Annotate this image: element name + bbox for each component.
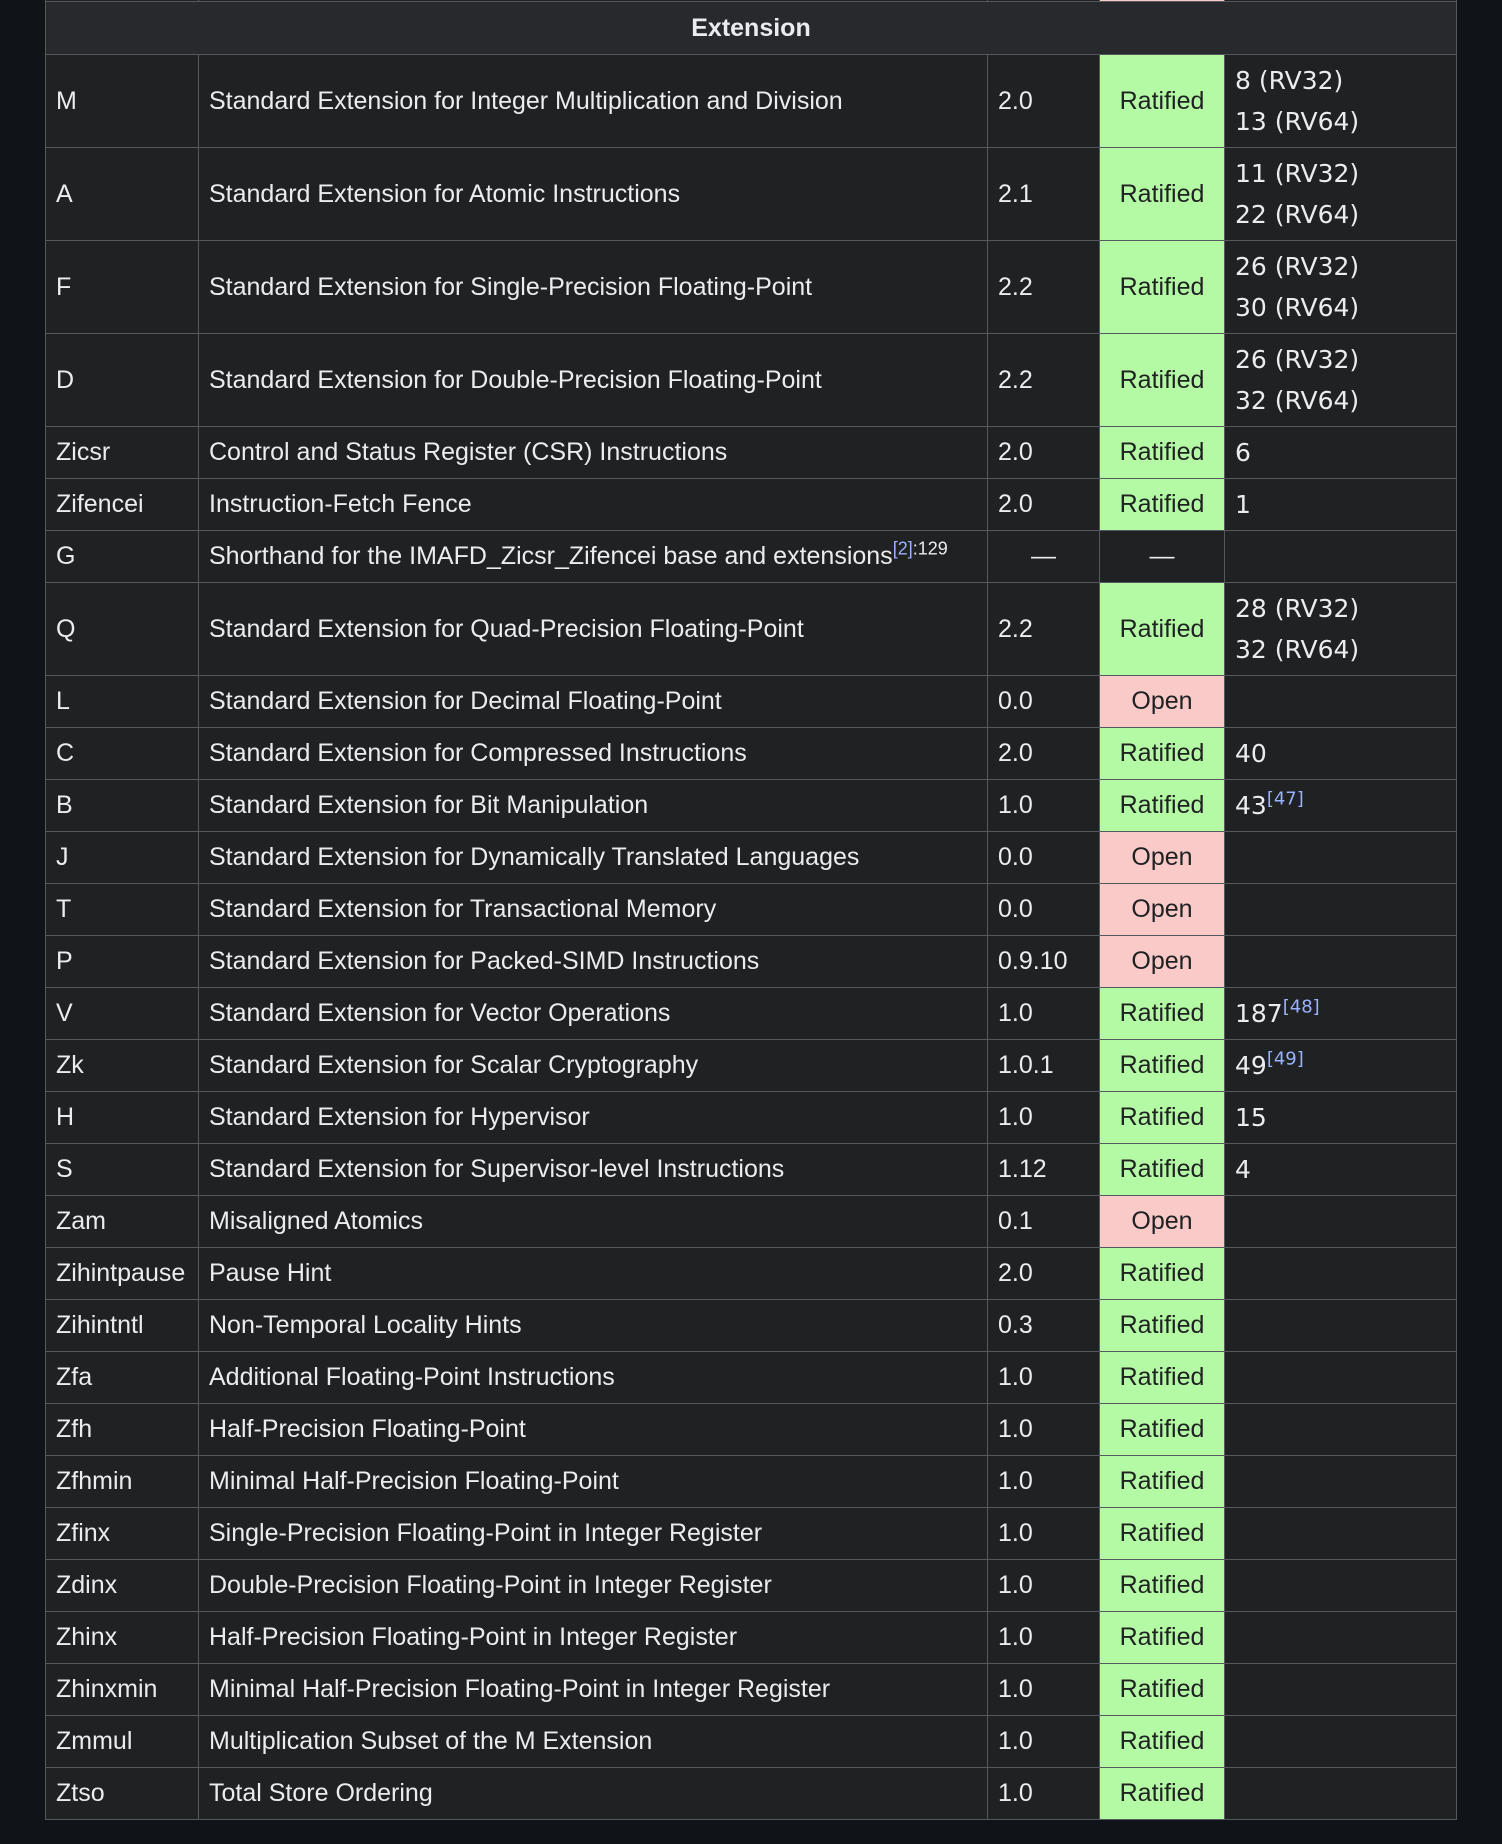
status-badge: Ratified [1100,1664,1225,1716]
instruction-count-value: 11 (RV32) [1235,159,1360,188]
instruction-count [1225,728,1457,780]
status-badge: Open [1100,884,1225,936]
extension-version: 1.0 [988,1768,1100,1820]
extension-description [199,1144,988,1196]
extension-description [199,676,988,728]
instruction-count-line [1235,101,1446,142]
table-row [46,334,1457,427]
extension-version: 1.0 [988,1560,1100,1612]
status-badge: Ratified [1100,1248,1225,1300]
description-text: Non-Temporal Locality Hints [209,1311,522,1339]
extension-name: C [46,728,199,780]
extension-table [45,0,1457,1820]
instruction-count-value: 1 [1235,490,1251,519]
instruction-count-line [1235,785,1446,826]
status-badge: Ratified [1100,1040,1225,1092]
extension-name: Zifencei [46,479,199,531]
instruction-count-value: 40 [1235,739,1267,768]
extension-version: 1.0 [988,1612,1100,1664]
status-badge: Ratified [1100,728,1225,780]
table-row [46,676,1457,728]
table-row [46,1716,1457,1768]
extension-description [199,241,988,334]
description-text: Shorthand for the IMAFD_Zicsr_Zifencei base and extensions [209,542,893,570]
extension-name: A [46,148,199,241]
extension-name: F [46,241,199,334]
instruction-count-value: 32 (RV64) [1235,635,1360,664]
table-row [46,1092,1457,1144]
instruction-count-line [1235,246,1446,287]
extension-description [199,1768,988,1820]
instruction-count-value: 26 (RV32) [1235,252,1360,281]
instruction-count [1225,1508,1457,1560]
instruction-count [1225,1664,1457,1716]
citation-link[interactable]: [49] [1266,1048,1304,1070]
instruction-count-value: 22 (RV64) [1235,200,1360,229]
status-badge: Ratified [1100,1716,1225,1768]
table-row [46,479,1457,531]
instruction-count [1225,676,1457,728]
instruction-count [1225,832,1457,884]
table-row [46,531,1457,583]
extension-name: Q [46,583,199,676]
extension-version: 1.0.1 [988,1040,1100,1092]
description-text: Standard Extension for Supervisor-level Instructions [209,1155,785,1183]
extension-section-header: Extension [46,2,1457,55]
instruction-count-line [1235,588,1446,629]
extension-name: M [46,55,199,148]
extension-name: Zam [46,1196,199,1248]
instruction-count [1225,583,1457,676]
extension-name: Zihintntl [46,1300,199,1352]
extension-version: 1.0 [988,1664,1100,1716]
extension-name: Zfinx [46,1508,199,1560]
extension-version: 2.0 [988,55,1100,148]
extension-description [199,1612,988,1664]
instruction-count [1225,884,1457,936]
extension-name: Zk [46,1040,199,1092]
table-row [46,1144,1457,1196]
instruction-count-value: 187 [1235,999,1283,1028]
instruction-count-line [1235,484,1446,525]
description-text: Control and Status Register (CSR) Instructions [209,438,728,466]
instruction-count-line [1235,1149,1446,1190]
instruction-count [1225,936,1457,988]
instruction-count [1225,1352,1457,1404]
description-text: Half-Precision Floating-Point [209,1415,526,1443]
description-text: Standard Extension for Compressed Instructions [209,739,747,767]
extension-name: Ztso [46,1768,199,1820]
status-badge: Open [1100,1196,1225,1248]
instruction-count-line [1235,733,1446,774]
extension-name: Zhinxmin [46,1664,199,1716]
table-row [46,1664,1457,1716]
status-badge: Ratified [1100,1144,1225,1196]
citation-link[interactable]: [2] [892,538,913,559]
status-badge: Ratified [1100,55,1225,148]
extension-description [199,988,988,1040]
instruction-count [1225,241,1457,334]
extension-version: 2.0 [988,728,1100,780]
extension-description [199,148,988,241]
description-text: Standard Extension for Atomic Instructions [209,179,681,208]
extension-description [199,728,988,780]
status-badge: — [1100,531,1225,583]
instruction-count-value: 43 [1235,791,1267,820]
status-badge: Ratified [1100,479,1225,531]
extension-version: — [988,531,1100,583]
extension-name: Zicsr [46,427,199,479]
instruction-count-value: 6 [1235,438,1251,467]
instruction-count-value: 15 [1235,1103,1267,1132]
extension-version: 1.0 [988,1092,1100,1144]
instruction-count [1225,148,1457,241]
extension-version: 0.0 [988,676,1100,728]
instruction-count-line [1235,380,1446,421]
table-row [46,936,1457,988]
description-text: Misaligned Atomics [209,1207,423,1235]
extension-name: Zihintpause [46,1248,199,1300]
extension-version: 0.0 [988,832,1100,884]
description-text: Minimal Half-Precision Floating-Point in Integer Register [209,1675,831,1703]
extension-name: Zfa [46,1352,199,1404]
extension-description [199,1196,988,1248]
instruction-count-line [1235,629,1446,670]
instruction-count-value: 13 (RV64) [1235,107,1360,136]
extension-version: 1.0 [988,1716,1100,1768]
instruction-count [1225,780,1457,832]
instruction-count [1225,1144,1457,1196]
description-text: Standard Extension for Hypervisor [209,1103,590,1131]
extension-description [199,1248,988,1300]
extension-name: V [46,988,199,1040]
extension-version: 1.12 [988,1144,1100,1196]
description-text: Standard Extension for Single-Precision Floating-Point [209,272,813,301]
description-text: Half-Precision Floating-Point in Integer Register [209,1623,738,1651]
extension-version: 0.9.10 [988,936,1100,988]
status-badge: Ratified [1100,1300,1225,1352]
description-text: Standard Extension for Bit Manipulation [209,791,649,819]
instruction-count-line [1235,194,1446,235]
extension-version: 1.0 [988,1352,1100,1404]
status-badge: Ratified [1100,1560,1225,1612]
table-row [46,1456,1457,1508]
extension-description [199,334,988,427]
extension-name: P [46,936,199,988]
status-badge: Ratified [1100,1456,1225,1508]
extension-description [199,1560,988,1612]
instruction-count-value: 8 (RV32) [1235,66,1344,95]
extension-description [199,936,988,988]
instruction-count [1225,1768,1457,1820]
instruction-count [1225,1040,1457,1092]
status-badge: Open [1100,676,1225,728]
extension-name: Zmmul [46,1716,199,1768]
instruction-count-line [1235,153,1446,194]
instruction-count [1225,1560,1457,1612]
instruction-count-value: 28 (RV32) [1235,594,1360,623]
instruction-count-value: 26 (RV32) [1235,345,1360,374]
extension-version: 2.1 [988,148,1100,241]
description-text: Multiplication Subset of the M Extension [209,1727,653,1755]
status-badge: Ratified [1100,1352,1225,1404]
status-badge: Ratified [1100,1404,1225,1456]
status-badge: Ratified [1100,427,1225,479]
description-text: Additional Floating-Point Instructions [209,1363,615,1391]
table-row [46,832,1457,884]
instruction-count [1225,334,1457,427]
extension-name: G [46,531,199,583]
extension-description [199,55,988,148]
extension-description [199,1716,988,1768]
description-text: Standard Extension for Decimal Floating-Point [209,687,722,715]
extension-version: 1.0 [988,780,1100,832]
instruction-count-value: 4 [1235,1155,1251,1184]
instruction-count-value: 49 [1235,1051,1267,1080]
citation-page: :129 [912,538,948,559]
description-text: Standard Extension for Vector Operations [209,999,671,1027]
status-badge: Open [1100,832,1225,884]
extension-version: 1.0 [988,1508,1100,1560]
instruction-count [1225,1248,1457,1300]
instruction-count-line [1235,1097,1446,1138]
extension-description [199,780,988,832]
description-text: Double-Precision Floating-Point in Integer Register [209,1571,772,1599]
extension-version: 0.3 [988,1300,1100,1352]
table-row [46,988,1457,1040]
extension-description [199,832,988,884]
table-row [46,1248,1457,1300]
description-text: Instruction-Fetch Fence [209,490,472,518]
description-text: Minimal Half-Precision Floating-Point [209,1467,619,1495]
instruction-count [1225,427,1457,479]
extension-name: Zdinx [46,1560,199,1612]
extension-version: 2.0 [988,479,1100,531]
extension-name: Zhinx [46,1612,199,1664]
instruction-count-value: 32 (RV64) [1235,386,1360,415]
extension-version: 1.0 [988,1456,1100,1508]
table-row [46,1404,1457,1456]
instruction-count-line [1235,339,1446,380]
extension-version: 2.2 [988,241,1100,334]
table-row [46,1196,1457,1248]
extension-description [199,583,988,676]
table-row [46,241,1457,334]
instruction-count [1225,1196,1457,1248]
extension-name: L [46,676,199,728]
instruction-count-value: 30 (RV64) [1235,293,1360,322]
table-row [46,1768,1457,1820]
extension-version: 1.0 [988,988,1100,1040]
description-text: Standard Extension for Transactional Memory [209,895,717,923]
table-row [46,1040,1457,1092]
instruction-count [1225,1456,1457,1508]
extension-version: 0.0 [988,884,1100,936]
status-badge: Ratified [1100,988,1225,1040]
table-row [46,427,1457,479]
extension-rows [46,55,1457,1820]
instruction-count-line [1235,60,1446,101]
extension-description [199,531,988,583]
instruction-count-line [1235,432,1446,473]
table-row [46,780,1457,832]
extension-description [199,1352,988,1404]
extension-version: 1.0 [988,1404,1100,1456]
extension-name: T [46,884,199,936]
description-text: Single-Precision Floating-Point in Integer Register [209,1519,763,1547]
table-row [46,1612,1457,1664]
instruction-count [1225,1092,1457,1144]
citation-link[interactable]: [47] [1266,788,1304,810]
table-row [46,148,1457,241]
status-badge: Ratified [1100,583,1225,676]
extension-version: 2.0 [988,427,1100,479]
description-text: Standard Extension for Double-Precision Floating-Point [209,365,822,394]
extension-description [199,1092,988,1144]
extension-table-container [45,0,1456,1820]
extension-version: 2.2 [988,334,1100,427]
extension-description [199,479,988,531]
status-badge: Ratified [1100,1768,1225,1820]
description-text: Pause Hint [209,1259,332,1287]
status-badge: Ratified [1100,780,1225,832]
extension-name: Zfhmin [46,1456,199,1508]
table-row [46,55,1457,148]
table-row [46,583,1457,676]
description-text: Standard Extension for Dynamically Translated Languages [209,843,860,871]
description-text: Total Store Ordering [209,1779,433,1807]
extension-description [199,1040,988,1092]
extension-description [199,1508,988,1560]
extension-name: Zfh [46,1404,199,1456]
extension-name: B [46,780,199,832]
description-text: Standard Extension for Packed-SIMD Instructions [209,947,760,975]
extension-version: 2.2 [988,583,1100,676]
table-row [46,1352,1457,1404]
status-badge: Ratified [1100,1508,1225,1560]
table-row [46,1560,1457,1612]
extension-version: 2.0 [988,1248,1100,1300]
instruction-count [1225,531,1457,583]
extension-name: D [46,334,199,427]
instruction-count-line [1235,287,1446,328]
status-badge: Ratified [1100,1612,1225,1664]
instruction-count [1225,1612,1457,1664]
status-badge: Ratified [1100,1092,1225,1144]
extension-name: S [46,1144,199,1196]
description-text: Standard Extension for Quad-Precision Floating-Point [209,614,804,643]
status-badge: Ratified [1100,241,1225,334]
table-row [46,728,1457,780]
instruction-count-line [1235,1045,1446,1086]
status-badge: Ratified [1100,334,1225,427]
extension-description [199,1664,988,1716]
extension-description [199,884,988,936]
instruction-count [1225,1404,1457,1456]
extension-name: J [46,832,199,884]
instruction-count [1225,479,1457,531]
extension-description [199,1404,988,1456]
citation-link[interactable]: [48] [1282,996,1320,1018]
instruction-count [1225,988,1457,1040]
instruction-count-line [1235,993,1446,1034]
table-row [46,1508,1457,1560]
extension-version: 0.1 [988,1196,1100,1248]
table-row [46,884,1457,936]
instruction-count [1225,55,1457,148]
extension-description [199,427,988,479]
table-row [46,1300,1457,1352]
extension-description [199,1300,988,1352]
description-text: Standard Extension for Scalar Cryptography [209,1051,699,1079]
extension-name: H [46,1092,199,1144]
status-badge: Ratified [1100,148,1225,241]
instruction-count [1225,1716,1457,1768]
status-badge: Open [1100,936,1225,988]
description-text: Standard Extension for Integer Multiplication and Division [209,86,843,115]
extension-description [199,1456,988,1508]
instruction-count [1225,1300,1457,1352]
